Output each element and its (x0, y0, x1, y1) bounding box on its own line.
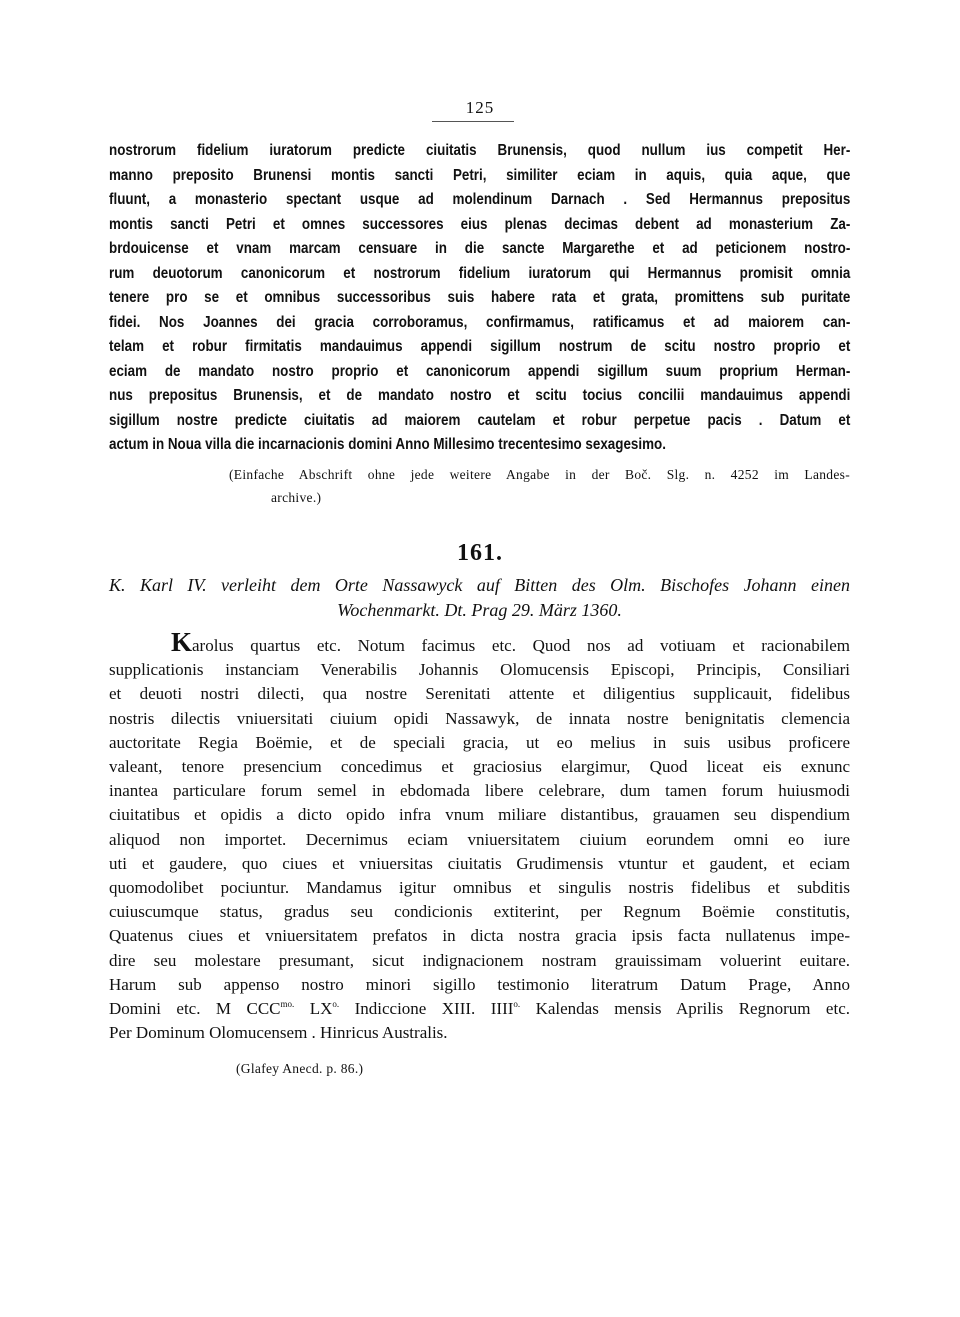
text-line: Per Dominum Olomucensem . Hinricus Australis. (109, 1023, 448, 1043)
text-line: inantea particulare forum semel in ebdomada libere celebrare, dum tamen forum huiusmodi (109, 781, 850, 801)
date-text: Domini etc. M CCC (109, 999, 281, 1019)
text-line: telam et robur firmitatis mandauimus appendi sigillum nostrum de scitu nostro proprio et (109, 338, 851, 355)
text-line: nostrorum fidelium iuratorum predicte ciuitatis Brunensis, quod nullum ius competit Her- (109, 142, 851, 159)
source-note: (Glafey Anecd. p. 86.) (236, 1061, 364, 1076)
text-line: valeant, tenore presencium concedimus et graciosius elargimur, Quod liceat eis exnunc (109, 757, 850, 777)
text-line: et deuoti nostri dilecti, qua nostre Serenitati attente et diligentius supplicauit, fidelibus (109, 684, 850, 704)
regest-line: K. Karl IV. verleiht dem Orte Nassawyck auf Bitten des Olm. Bischofes Johann einen (109, 575, 850, 595)
text-line: nus prepositus Brunensis, et de mandato nostro et scitu tocius concilii mandauimus appendi (109, 387, 851, 404)
text-line: eciam de mandato nostro proprio et canonicorum appendi sigillum suum proprium Herman- (109, 362, 851, 380)
text-line: fluunt, a monasterio spectant usque ad molendinum Darnach . Sed Hermannus prepositus (109, 191, 851, 208)
document-regest (109, 573, 850, 623)
regest-line: Wochenmarkt. Dt. Prag 29. März 1360. (337, 600, 622, 620)
page-number: 125 (465, 98, 495, 117)
superscript: o. (513, 999, 521, 1010)
text-line: nostris dilectis vniuersitati ciuium opidi Nassawyk, de innata nostre benignitatis clemencia (109, 708, 850, 728)
text-line: brdouicense et vnam marcam censuare in die sancte Margarethe et ad peticionem nostro- (109, 240, 851, 257)
text-line: aliquod non importet. Decernimus eciam vniuersitatem ciuium eorundem omni eo iure (109, 829, 850, 849)
text-line: Harum sub appenso nostro minori sigillo testimonio literatrum Datum Prage, Anno (109, 974, 850, 994)
text-line: quomodolibet pociuntur. Mandamus igitur omnibus et singulis nostris fidelibus et subditis (109, 878, 850, 898)
text-line: tenere pro se et omnibus successoribus suis habere rata et grata, promittens sub puritate (109, 289, 851, 306)
text-line: montis sancti Petri et omnes successores eius plenas decimas debent ad monasterium Za- (109, 215, 851, 233)
source-note-line: archive.) (271, 490, 322, 505)
text-line: uti et gaudere, quo ciues et vniuersitas ciuitatis Grudimensis vtuntur et gaudent, et eciam (109, 853, 850, 873)
document-text (109, 627, 850, 1045)
text-line: dire seu molestare presumant, sicut indignacionem nostram grauissimam voluerint euitare. (109, 950, 850, 970)
initial-letter: K (171, 627, 193, 657)
text-line: actum in Noua villa die incarnacionis domini Anno Millesimo trecentesimo sexagesimo. (109, 436, 666, 453)
text-line: rum deuotorum canonicorum et nostrorum fidelium iuratorum qui Hermannus promisit omnia (109, 264, 851, 282)
superscript: o. (332, 999, 340, 1010)
first-line-text: arolus quartus etc. Notum facimus etc. Quod nos ad votiuam et racionabilem (192, 636, 850, 655)
date-text: Indiccione XIII. IIII (339, 999, 514, 1019)
text-line: sigillum nostre predicte ciuitatis ad maiorem cautelam et robur perpetue pacis . Datum et (109, 411, 851, 429)
text-line (109, 627, 850, 658)
text-line: Quatenus ciues et vniuersitatem prefatos in dicta nostra gracia ipsis facta nullatenus impe- (109, 926, 850, 946)
text-line: supplicationis instanciam Venerabilis Johannis Olomucensis Episcopi, Principis, Consiliari (109, 660, 850, 680)
text-line: manno preposito Brunensi montis sancti Petri, similiter eciam in aquis, quia aque, que (109, 166, 851, 184)
continuation-text (109, 139, 850, 458)
page-number-rule (432, 121, 514, 122)
text-line: auctoritate Regia Boëmie, et de speciali gracia, ut eo melius in suis usibus proficere (109, 732, 850, 752)
source-note-line: (Einfache Abschrift ohne jede weitere Angabe in der Boč. Slg. n. 4252 im Landes- (229, 467, 850, 482)
text-line: ciuitatibus et opidis a dicto opido infra vnum miliare distantibus, grauamen seu dispendium (109, 805, 850, 825)
document-number: 161. (457, 540, 503, 566)
text-line: fidei. Nos Joannes dei gracia corroboramus, confirmamus, ratificamus et ad maiorem can- (109, 313, 851, 331)
date-text: Kalendas mensis Aprilis Regnorum etc. (520, 999, 850, 1019)
superscript: mo. (280, 999, 295, 1010)
text-line: cuiuscumque status, gradus seu condicionis extiterint, per Regnum Boëmie constitutis, (109, 902, 850, 922)
date-line (109, 997, 850, 1021)
date-text: LX (294, 999, 333, 1019)
